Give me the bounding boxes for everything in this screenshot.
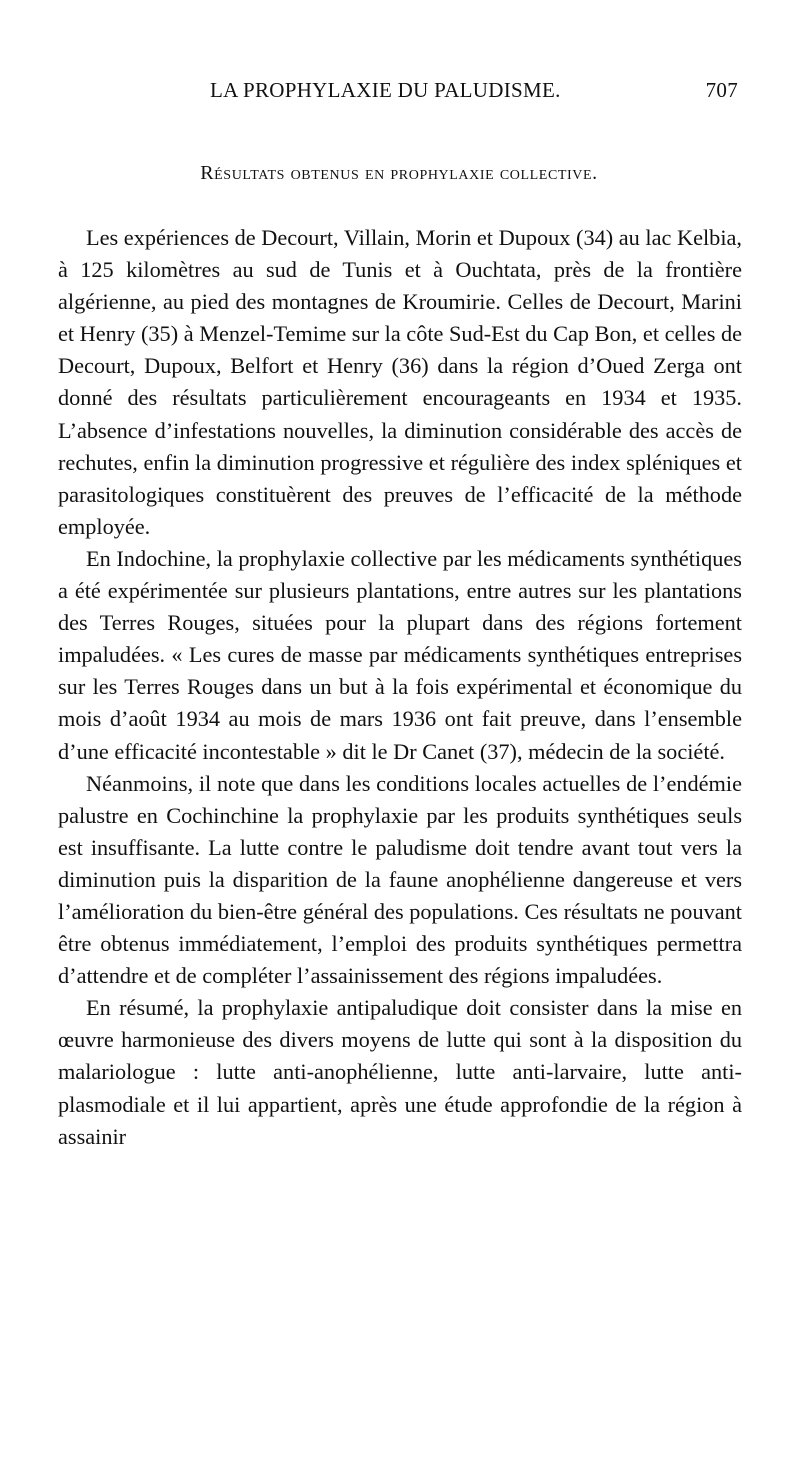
paragraph-1: Les expériences de Decourt, Villain, Morin et Dupoux (34) au lac Kelbia, à 125 kilomètres au sud de Tunis et à Ouchtata, près de la frontière algérienne, au pied des montagnes de Kroumirie. Celles de Decourt, Marini et Henry (35) à Menzel-Temime sur la côte Sud-Est du Cap Bon, et celles de Decourt, Dupoux, Belfort et Henry (36) dans la région d’Oued Zerga ont donné des résultats particulièrement encourageants en 1934 et 1935. L’absence d’infestations nouvelles, la diminution considérable des accès de rechutes, enfin la diminution progressive et régulière des index spléniques et parasitologiques constituèrent des preuves de l’efficacité de la méthode employée. [58, 225, 742, 539]
running-header [60, 78, 738, 108]
section-title: Résultats obtenus en prophylaxie collective. [200, 162, 598, 184]
body-text [58, 222, 742, 1153]
paragraph-4: En résumé, la prophylaxie antipaludique doit consister dans la mise en œuvre harmonieuse des divers moyens de lutte qui sont à la disposition du malariologue : lutte anti-anophélienne, lutte anti-larvaire, lutte anti-plasmodiale et il lui appartient, après une étude approfondie de la région à assainir [58, 995, 742, 1149]
paragraph-2: En Indochine, la prophylaxie collective par les médicaments synthétiques a été expérimentée sur plusieurs plantations, entre autres sur les plantations des Terres Rouges, situées pour la plupart dans des régions fortement impaludées. « Les cures de masse par médicaments synthétiques entreprises sur les Terres Rouges dans un but à la fois expérimental et économique du mois d’août 1934 au mois de mars 1936 ont fait preuve, dans l’ensemble d’une efficacité incontestable » dit le Dr Canet (37), médecin de la société. [58, 545, 742, 764]
page-number: 707 [705, 78, 738, 102]
paragraph-3: Néanmoins, il note que dans les conditions locales actuelles de l’endémie palustre en Cochinchine la prophylaxie par les produits synthétiques seuls est insuffisante. La lutte contre le paludisme doit tendre avant tout vers la diminution puis la disparition de la faune anophélienne dangereuse et vers l’amélioration du bien-être général des populations. Ces résultats ne pouvant être obtenus immédiatement, l’emploi des produits synthétiques permettra d’attendre et de compléter l’assainissement des régions impaludées. [58, 770, 742, 989]
running-title: LA PROPHYLAXIE DU PALUDISME. [210, 78, 561, 102]
